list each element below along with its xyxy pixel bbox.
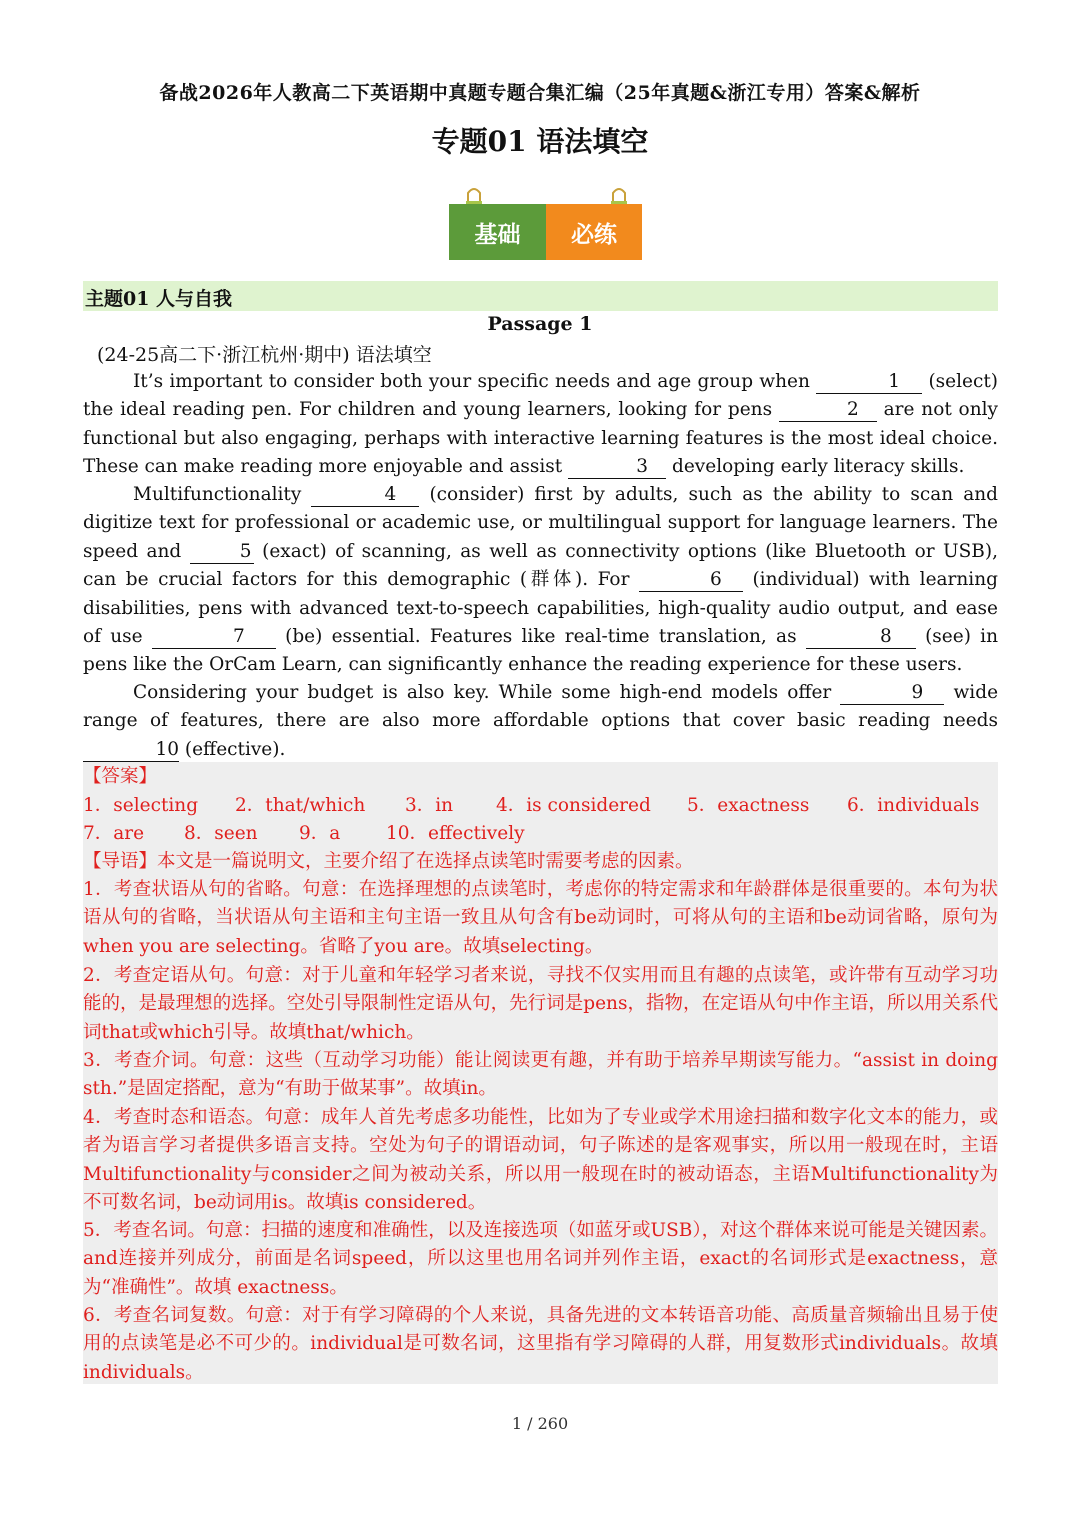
explanation-1: 1．考查状语从句的省略。句意：在选择理想的点读笔时，考虑你的特定需求和年龄群体是很重要的。本句为状语从句的省略，当状语从句主语和主句主语一致且从句含有be动词时，可将从句的主语和be动词省略，原句为when you are selecting。省略了you are。故填selecting。	[83, 879, 998, 957]
text-span: developing early literacy skills.	[672, 456, 965, 478]
answer-item: 8．seen	[184, 823, 258, 844]
blank-9: 9	[840, 682, 944, 705]
answer-item: 5．exactness	[687, 795, 810, 816]
theme-bar	[83, 281, 998, 311]
explanation-6: 6．考查名词复数。句意：对于有学习障碍的个人来说，具备先进的文本转语音功能、高质量音频输出且易于使用的点读笔是必不可少的。individual是可数名词，这里指有学习障碍的人群，用复数形式individuals。故填individuals。	[83, 1305, 998, 1383]
paragraph-2	[83, 481, 998, 680]
text-span: wide range of features, there are also more affordable options that cover basic reading needs	[83, 682, 999, 732]
explanation-5: 5．考查名词。句意：扫描的速度和准确性，以及连接选项（如蓝牙或USB），对这个群体来说可能是关键因素。and连接并列成分，前面是名词speed，所以这里也用名词并列作主语，exact的名词形式是exactness，意为“准确性”。故填 exactness。	[83, 1220, 998, 1298]
blank-6: 6	[639, 569, 743, 592]
theme-title: 主题01 人与自我	[85, 288, 233, 310]
text-span: (consider) first by adults, such as the ability to scan and digitize text for professional or academic use, or multilingual support for language learners. The speed and	[83, 484, 998, 562]
passage-source: (24-25高二下·浙江杭州·期中) 语法填空	[97, 344, 432, 366]
answer-item: 6．individuals	[847, 795, 980, 816]
answer-item: 7．are	[83, 823, 145, 844]
answer-item: 1．selecting	[83, 795, 199, 816]
answer-item: 9．a	[299, 823, 341, 844]
text-span: are not only functional but also engaging, perhaps with interactive learning features is the most ideal choice. These can make reading more enjoyable and assist	[83, 399, 998, 478]
explanation-4: 4．考查时态和语态。句意：成年人首先考虑多功能性，比如为了专业或学术用途扫描和数字化文本的能力，或者为语言学习者提供多语言支持。空处为句子的谓语动词，句子陈述的是客观事实，所以用一般现在时，主语Multifunctionality与consider之间为被动关系，所以用一般现在时的被动语态，主语Multifunctionality为不可数名词，be动词用is。故填is considered。	[83, 1107, 998, 1214]
intro-text: 本文是一篇说明文，主要介绍了在选择点读笔时需要考虑的因素。	[157, 851, 694, 872]
text-span: (effective).	[184, 738, 286, 760]
text-span: (be) essential. Features like real-time translation, as	[285, 626, 797, 648]
text-span: (individual) with learning disabilities, pens with advanced text-to-speech capabilities, high-quality audio output, and ease of use	[83, 569, 998, 648]
answer-intro	[83, 848, 998, 876]
text-span: Multifunctionality	[133, 484, 302, 505]
badge-left: 基础	[449, 204, 546, 260]
badge-right: 必练	[546, 204, 642, 260]
text-span: (see) in pens like the OrCam Learn, can significantly enhance the reading experience for these users.	[83, 626, 999, 676]
document-header: 备战2026年人教高二下英语期中真题专题合集汇编（25年真题&浙江专用）答案&解析	[159, 82, 921, 104]
intro-label: 【导语】	[83, 851, 158, 872]
answer-item: 2．that/which	[235, 795, 366, 816]
text-span: (exact) of scanning, as well as connectivity options (like Bluetooth or USB), can be crucial factors for this demographic (群体). For	[83, 540, 998, 591]
blank-10: 10	[83, 739, 179, 762]
blank-3: 3	[568, 456, 666, 479]
explanation-2: 2．考查定语从句。句意：对于儿童和年轻学习者来说，寻找不仅实用而且有趣的点读笔，或许带有互动学习功能的，是最理想的选择。空处引导限制性定语从句，先行词是pens，指物，在定语从句中作主语，所以用关系代词that或which引导。故填that/which。	[83, 965, 998, 1043]
paragraph-3	[83, 679, 998, 764]
explanation-3: 3．考查介词。句意：这些（互动学习功能）能让阅读更有趣，并有助于培养早期读写能力。“assist in doing sth.”是固定搭配，意为“有助于做某事”。故填in。	[83, 1050, 998, 1100]
answer-item: 4．is considered	[496, 795, 651, 816]
answer-label: 【答案】	[83, 766, 158, 787]
text-span: Considering your budget is also key. While some high-end models offer	[133, 682, 832, 703]
blank-7: 7	[152, 626, 276, 649]
page-title: 专题01 语法填空	[431, 125, 649, 158]
answer-item: 10．effectively	[386, 823, 525, 844]
blank-4: 4	[311, 484, 419, 507]
blank-8: 8	[806, 626, 916, 649]
passage-title: Passage 1	[487, 313, 593, 335]
blank-2: 2	[779, 399, 877, 422]
text-span: (select) the ideal reading pen. For children and young learners, looking for pens	[83, 371, 998, 421]
answer-item: 3．in	[405, 795, 454, 816]
page-number: 1 / 260	[511, 1414, 569, 1433]
blank-5: 5	[190, 541, 254, 564]
paragraph-1	[83, 368, 998, 482]
section-badge	[449, 204, 642, 260]
text-span: It’s important to consider both your specific needs and age group when	[133, 371, 810, 392]
blank-1: 1	[816, 371, 922, 394]
